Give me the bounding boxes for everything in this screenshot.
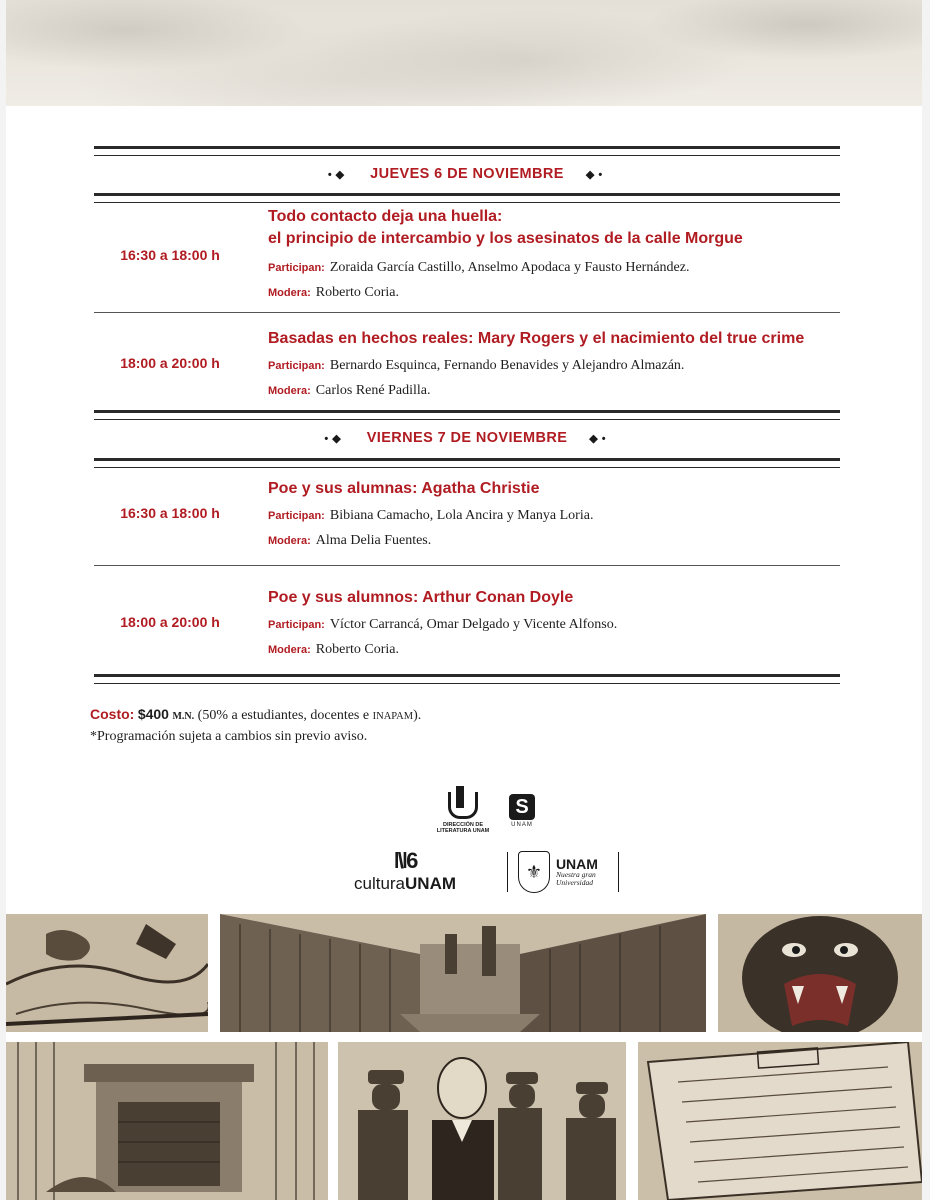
moderator-label: Modera:: [268, 287, 311, 299]
cultura-wordmark: culturaUNAM: [353, 874, 457, 893]
session-block: [268, 206, 838, 303]
unam-wordmark: UNAM: [555, 856, 598, 872]
moderator-line: [268, 640, 838, 660]
event-poster: [6, 0, 922, 1200]
session-title-line: Basadas en hechos reales: Mary Rogers y el nacimiento del true crime: [268, 330, 805, 347]
participants-line: [268, 258, 838, 278]
moderator-label: Modera:: [268, 385, 311, 397]
paper-texture-header: [6, 0, 922, 106]
session-block: [268, 478, 838, 551]
moderator-name: Roberto Coria.: [315, 642, 399, 657]
day-header-friday: [94, 426, 840, 450]
session-time: 16:30 a 18:00 h: [120, 247, 220, 263]
session-block: [268, 587, 838, 660]
logo-divider: [507, 852, 508, 892]
cost-price: $400: [137, 706, 169, 722]
top-rule: [94, 146, 840, 156]
bottom-rule: [94, 674, 840, 684]
participants-line: [268, 506, 838, 526]
cost-line: [90, 704, 421, 727]
unam-s-mark-icon: S: [509, 794, 535, 820]
session-divider: [94, 312, 840, 313]
unam-escudo-logo: [518, 850, 618, 894]
participants-line: [268, 356, 838, 376]
moderator-label: Modera:: [268, 644, 311, 656]
session-title-line: Todo contacto deja una huella:: [268, 208, 503, 225]
illustration-hand-on-floor: [6, 914, 208, 1032]
moderator-line: [268, 531, 838, 551]
day-rule: [94, 410, 840, 420]
session-time: 18:00 a 20:00 h: [120, 355, 220, 371]
cost-info: [90, 704, 421, 747]
moderator-name: Carlos René Padilla.: [315, 383, 431, 398]
logo-divider: [618, 852, 619, 892]
moderator-name: Alma Delia Fuentes.: [315, 533, 432, 548]
participants-line: [268, 615, 838, 635]
session-block: [268, 328, 838, 401]
unam-small-logo: [500, 794, 544, 829]
session-title-line: Poe y sus alumnas: Agatha Christie: [268, 480, 540, 497]
escudo-shield-icon: ⚜: [518, 851, 550, 893]
unam-motto: Nuestra gran Universidad: [555, 870, 596, 887]
participants-names: Víctor Carrancá, Omar Delgado y Vicente Alfonso.: [329, 617, 618, 632]
session-time: 16:30 a 18:00 h: [120, 505, 220, 521]
ornament-right: ◆•: [585, 168, 607, 181]
participants-label: Participan:: [268, 619, 325, 631]
participants-names: Bibiana Camacho, Lola Ancira y Manya Loria.: [329, 508, 594, 523]
cost-label: Costo:: [90, 706, 135, 722]
participants-names: Bernardo Esquinca, Fernando Benavides y Alejandro Almazán.: [329, 358, 685, 373]
day-label: VIERNES 7 DE NOVIEMBRE: [366, 430, 568, 446]
illustration-newspaper: [638, 1042, 922, 1200]
day-header-thursday: [94, 162, 840, 186]
cost-discount-org: INAPAM: [372, 711, 414, 722]
illustration-detective-and-police: [338, 1042, 626, 1200]
session-title-line: Poe y sus alumnos: Arthur Conan Doyle: [268, 589, 574, 606]
moderator-name: Roberto Coria.: [315, 285, 399, 300]
participants-label: Participan:: [268, 262, 325, 274]
session-title-line: el principio de intercambio y los asesinatos de la calle Morgue: [268, 230, 743, 247]
day-rule: [94, 193, 840, 203]
day-label: JUEVES 6 DE NOVIEMBRE: [370, 166, 564, 182]
literatura-mark-icon: [448, 792, 478, 819]
cost-currency: M.N.: [172, 711, 195, 722]
illustration-ape-face: [718, 914, 922, 1032]
illustration-fireplace: [6, 1042, 328, 1200]
illustration-street-scene: [220, 914, 706, 1032]
participants-names: Zoraida García Castillo, Anselmo Apodaca y Fausto Hernández.: [329, 260, 690, 275]
cultura-mark-icon: ǀ\ǀ6: [393, 848, 417, 873]
ornament-left: •◆: [327, 168, 349, 181]
cultura-unam-logo: [340, 850, 470, 894]
unam-small-text: UNAM: [511, 822, 533, 828]
session-divider: [94, 565, 840, 566]
participants-label: Participan:: [268, 510, 325, 522]
disclaimer: *Programación sujeta a cambios sin previo aviso.: [90, 729, 368, 744]
ornament-left: •◆: [324, 432, 345, 445]
moderator-label: Modera:: [268, 535, 311, 547]
ornament-right: ◆•: [589, 432, 610, 445]
direccion-literatura-logo: [428, 792, 498, 834]
moderator-line: [268, 381, 838, 401]
participants-label: Participan:: [268, 360, 325, 372]
day-rule: [94, 458, 840, 468]
moderator-line: [268, 283, 838, 303]
session-time: 18:00 a 20:00 h: [120, 614, 220, 630]
literatura-logo-text: DIRECCIÓN DE LITERATURA UNAM: [436, 822, 490, 834]
cost-discount: (50% a estudiantes, docentes e: [197, 708, 370, 723]
cost-discount-end: ).: [413, 708, 422, 723]
